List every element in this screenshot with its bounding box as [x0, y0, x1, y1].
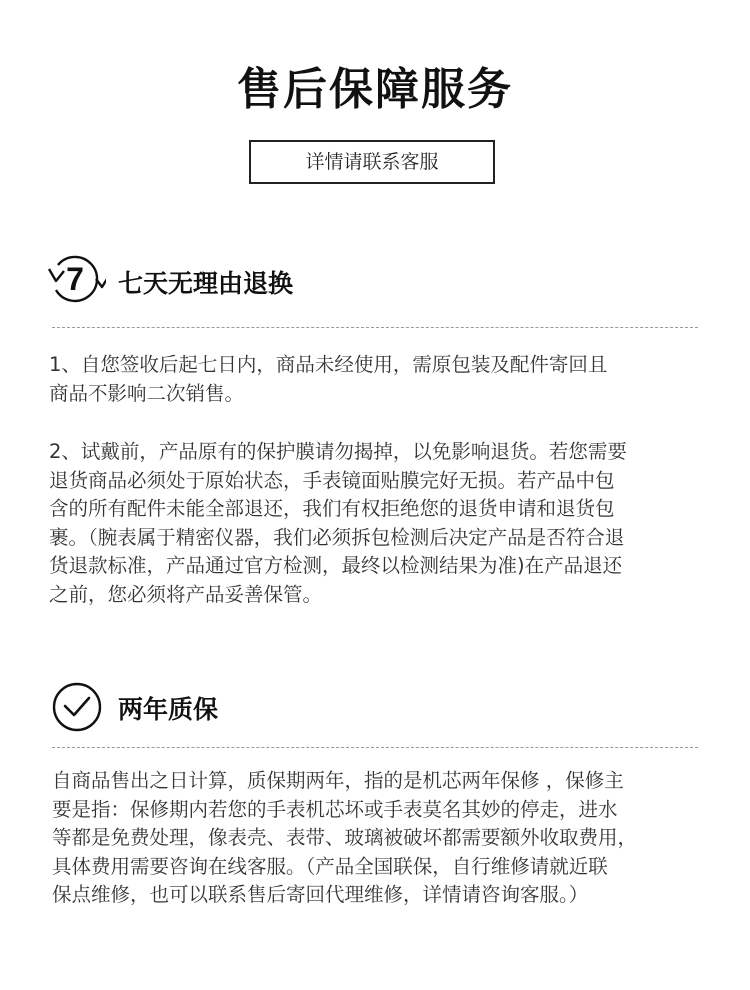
section-heading-seven-day-return: 七天无理由退换 [118, 269, 294, 298]
check-circle-icon [51, 681, 103, 733]
return-policy-paragraph-2: 2、试戴前，产品原有的保护膜请勿揭掉，以免影响退货。若您需要 退货商品必须处于原始状态，手表镜面贴膜完好无损。若产品中包 含的所有配件未能全部退还，我们有权拒绝您的退货申请和退货包 裹。（腕表属于精密仪器，我们必须拆包检测后决定产品是否符合退 货退款标准，产品通过官方检测，最终以检测结果为准)在产品退还 之前，您必须将产品妥善保管。 [49, 440, 627, 606]
contact-service-button[interactable]: 详情请联系客服 [249, 140, 495, 184]
seven-day-return-icon [46, 252, 106, 304]
divider [52, 747, 698, 748]
divider [52, 327, 698, 328]
section-heading-two-year-warranty: 两年质保 [118, 695, 219, 724]
return-policy-paragraph-1: 1、自您签收后起七日内，商品未经使用，需原包装及配件寄回且 商品不影响二次销售。 [49, 353, 608, 405]
page-title: 售后保障服务 [237, 64, 513, 115]
seven-icon-numeral: 7 [66, 261, 84, 297]
warranty-paragraph: 自商品售出之日计算，质保期两年，指的是机芯两年保修 ，保修主 要是指：保修期内若您的手表机芯坏或手表莫名其妙的停走，进水 等都是免费处理，像表壳、表带、玻璃被破坏都需要额外收取费用， 具体费用需要咨询在线客服。（产品全国联保，自行维修请就近联 保点维修，也可以联系售后寄回代理维修，详情请咨询客服。） [52, 769, 638, 906]
